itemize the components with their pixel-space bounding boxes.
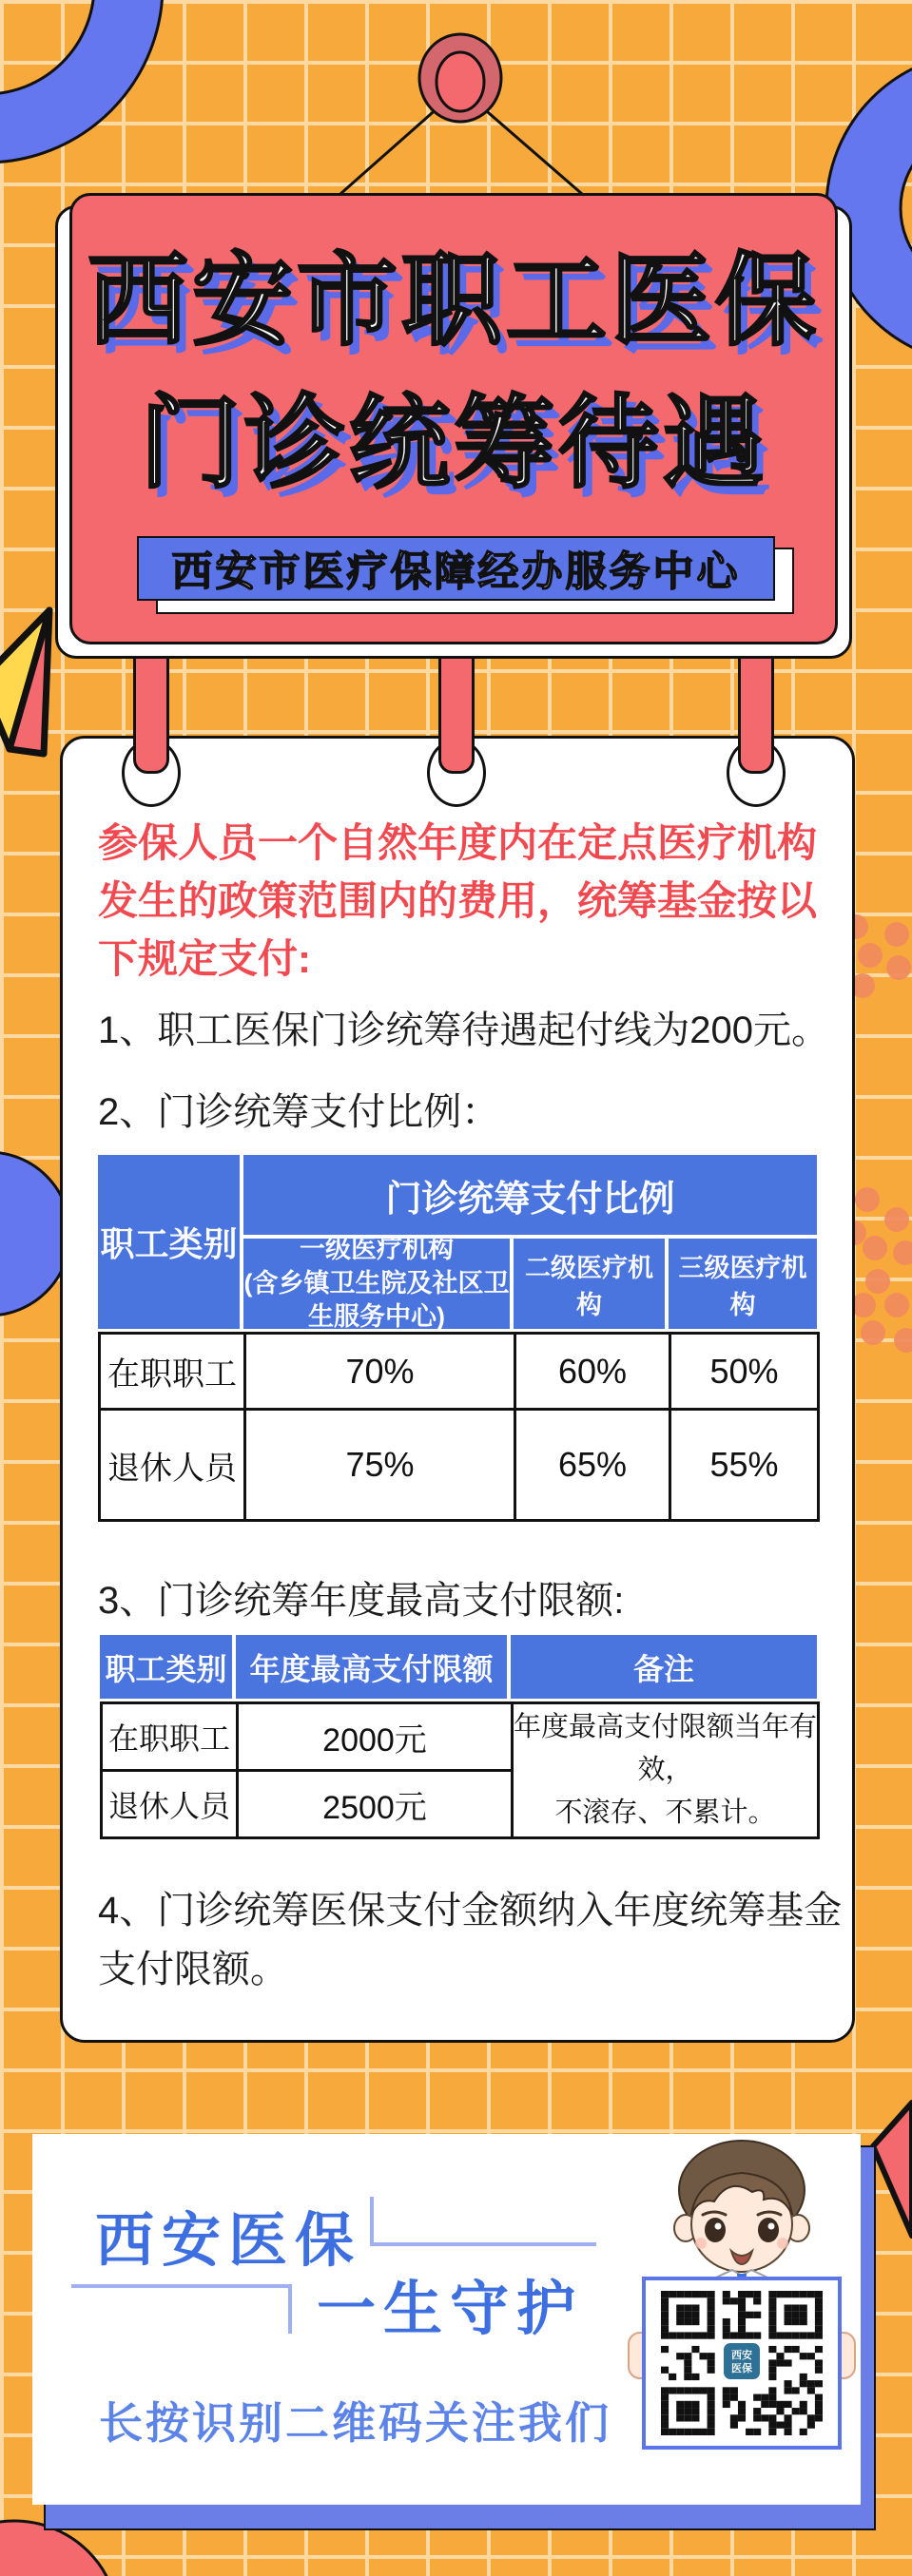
table1-subheader-level1-note: (含乡镇卫生院及社区卫生服务中心) [243, 1268, 510, 1332]
svg-text:医保: 医保 [731, 2363, 752, 2374]
table2-header-limit: 年度最高支付限额 [236, 1635, 507, 1699]
table2-note-cell [511, 1701, 820, 1839]
top-left-ring-shape [0, 0, 163, 163]
table2-note-line1: 年度最高支付限额当年有效， [514, 1712, 818, 1786]
qr-card [644, 2278, 840, 2448]
point-4: 4、门诊统筹医保支付金额纳入年度统筹基金支付限额。 [98, 1890, 843, 1990]
table2-row1-label: 在职职工 [100, 1701, 239, 1772]
point-2: 2、门诊统筹支付比例： [98, 1091, 500, 1133]
table1-main-header: 门诊统筹支付比例 [243, 1155, 817, 1235]
table1-subheader-level1-name: 一级医疗机构 [300, 1235, 454, 1264]
point-3: 3、门诊统筹年度最高支付限额: [98, 1580, 625, 1622]
table1-row2-value2: 65% [514, 1408, 671, 1522]
table1-row2-label: 退休人员 [98, 1408, 246, 1522]
poster-subtitle: 西安市医疗保障经办服务中心 [171, 548, 741, 595]
svg-text:西安: 西安 [731, 2350, 752, 2361]
table2-note-line2: 不滚存、不累计。 [554, 1797, 776, 1828]
table1-row1-value3: 50% [669, 1332, 820, 1411]
table1-row1-value1: 70% [243, 1332, 516, 1411]
point-1: 1、职工医保门诊统筹待遇起付线为200元。 [98, 1009, 829, 1051]
content-card [60, 736, 855, 2043]
table1-subheader-level1 [243, 1235, 510, 1332]
table1-row1-value2: 60% [514, 1332, 671, 1411]
table2-header-category: 职工类别 [100, 1635, 232, 1699]
table2-row2-value: 2500元 [236, 1769, 514, 1839]
table1-row2-value1: 75% [243, 1408, 516, 1522]
mascot [623, 2131, 861, 2502]
subtitle-banner [137, 536, 775, 601]
footer-slogan: 一生守护 [317, 2277, 584, 2342]
table1-corner-header: 职工类别 [98, 1155, 240, 1329]
poster-title-line1: 西安市职工医保 [87, 245, 820, 357]
footer-cta: 长按识别二维码关注我们 [99, 2398, 611, 2448]
footer-card [32, 2134, 861, 2505]
corner-line-decoration-right [370, 2197, 596, 2246]
footer-brand: 西安医保 [95, 2208, 362, 2274]
hanger-pin [340, 34, 582, 194]
intro-paragraph: 参保人员一个自然年度内在定点医疗机构发生的政策范围内的费用，统筹基金按以下规定支付: [98, 820, 818, 981]
paper-plane-shape [0, 610, 49, 754]
table1-row2-value3: 55% [669, 1408, 820, 1522]
table2-row1-value: 2000元 [236, 1701, 514, 1772]
table1-row1-label: 在职职工 [98, 1332, 246, 1411]
bottom-right-triangle-shape [873, 2103, 912, 2236]
table2-header-note: 备注 [511, 1635, 817, 1699]
table2-row2-label: 退休人员 [100, 1769, 239, 1839]
title-banner [69, 193, 838, 644]
corner-line-decoration-left [71, 2284, 292, 2334]
poster-title-line2: 门诊统筹待遇 [140, 388, 767, 500]
table1-subheader-level3: 三级医疗机构 [669, 1239, 817, 1329]
table1-subheader-level2: 二级医疗机构 [514, 1239, 665, 1329]
